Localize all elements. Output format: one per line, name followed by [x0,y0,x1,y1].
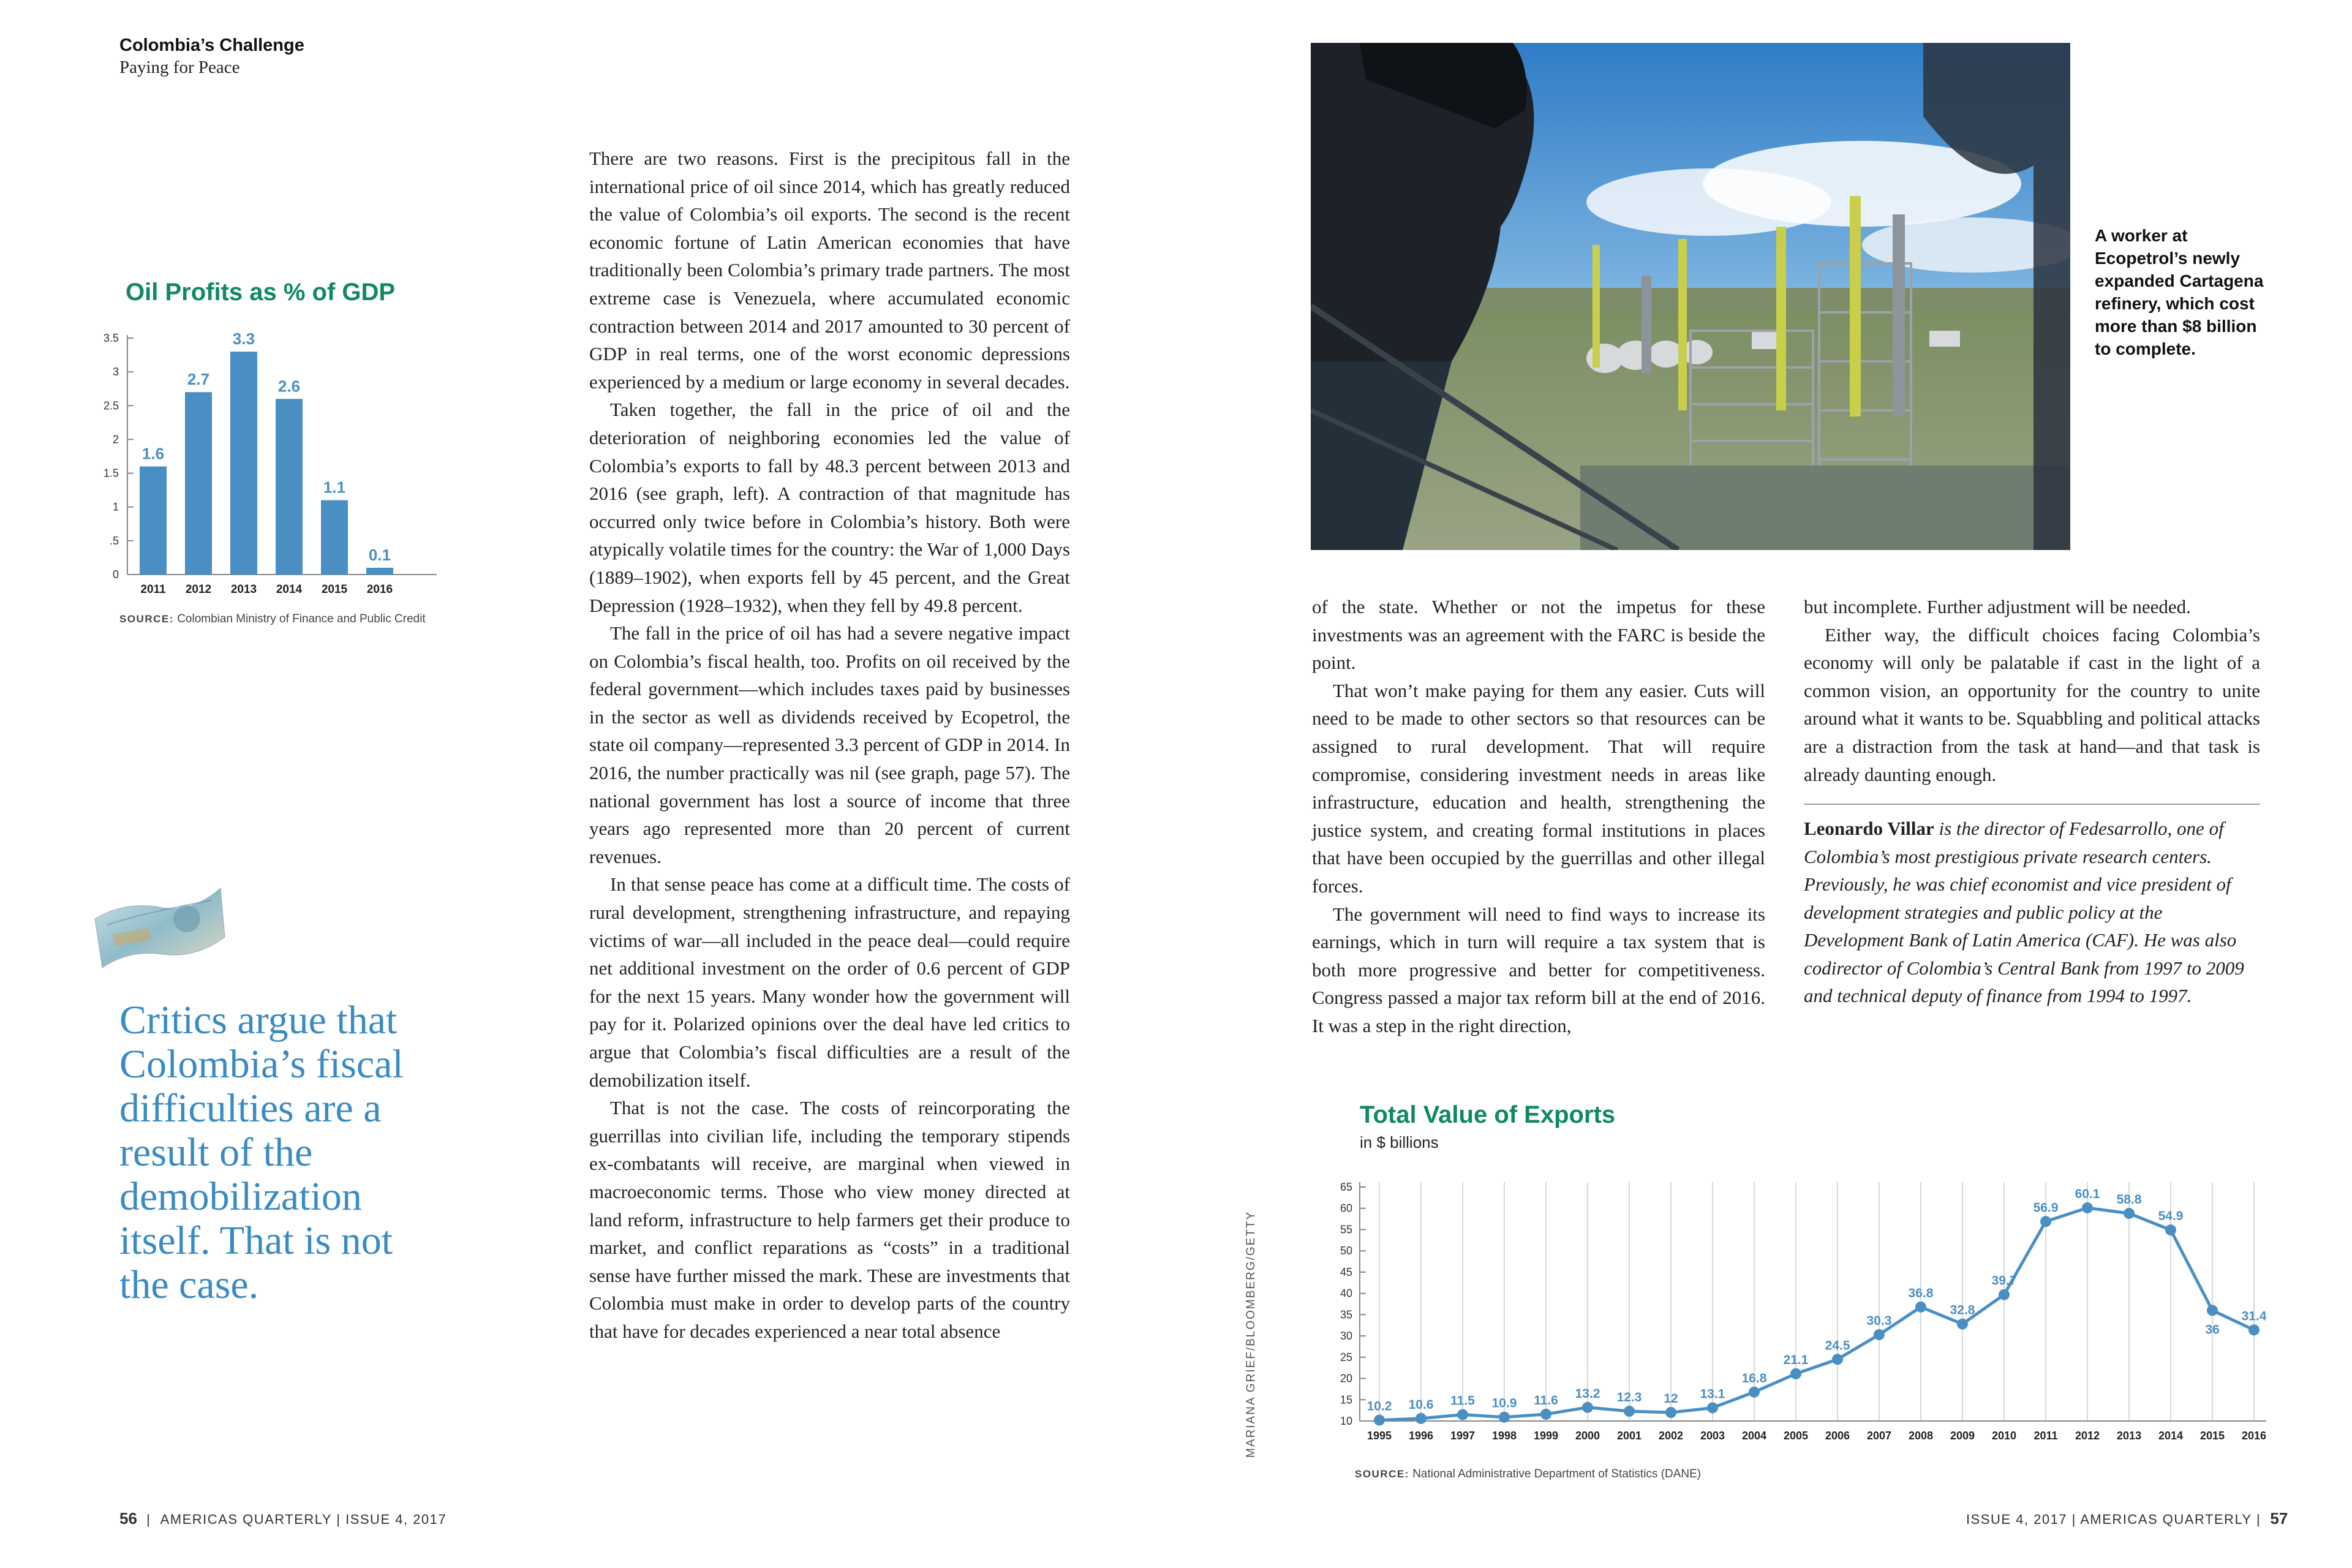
paragraph: Taken together, the fall in the price of oil and the deterioration of neighboring economies led the value of Colombia’s exports to fall by 48.3 percent between 2013 and 2016 (see graph, left). A contraction of that magnitude has occurred only twice before in Colombia’s history. Both were atypically volatile times for the country: the War of 1,000 Days (1889–1902), when exports fell by 45 percent, and the Great Depression (1928–1932), when they fell by 49.8 percent. [589,399,1070,616]
source-label: SOURCE: [1355,1468,1409,1480]
footer-right-text: ISSUE 4, 2017 | AMERICAS QUARTERLY | [1966,1512,2261,1527]
source-label: SOURCE: [119,613,174,625]
point-value-label: 11.5 [1450,1393,1475,1408]
x-tick-label: 2005 [1783,1430,1809,1442]
article-column-1 [589,145,1070,1346]
source-text: National Administrative Department of Statistics (DANE) [1412,1468,1702,1480]
footer-right [1966,1509,2288,1528]
bar-value-label: 0.1 [368,545,391,564]
point-value-label: 12.3 [1616,1390,1642,1405]
refinery-photo [1311,43,2070,550]
y-tick-label: 20 [1340,1372,1352,1385]
x-tick-label: 2009 [1950,1430,1975,1442]
data-point [1874,1329,1885,1340]
x-tick-label: 2004 [1741,1430,1767,1442]
chart-exports [1323,1164,2266,1458]
bar-value-label: 2.6 [277,377,301,396]
point-value-label: 39.7 [1991,1273,2017,1288]
footer-left: 56 | AMERICAS QUARTERLY | ISSUE 4, 2017 [119,1509,447,1528]
point-value-label: 13.1 [1700,1387,1725,1401]
data-point [1499,1412,1510,1423]
point-value-label: 11.6 [1534,1393,1558,1408]
bar [321,500,348,575]
x-tick-label: 2000 [1575,1430,1600,1442]
data-point [1707,1402,1718,1413]
chart-exports-title: Total Value of Exports [1360,1101,1616,1128]
bar-value-label: 3.3 [232,330,255,349]
y-tick-label: 15 [1340,1393,1352,1406]
bar [230,352,257,575]
x-tick-label: 1998 [1491,1430,1517,1442]
bar [366,568,393,575]
photo-credit: MARIANA GRIEF/BLOOMBERG/GETTY [1245,1210,1257,1458]
chart-oil-profits [92,325,447,612]
point-value-label: 13.2 [1575,1386,1600,1401]
point-value-label: 21.1 [1783,1352,1809,1367]
data-point [1832,1354,1843,1365]
y-tick-label: 3.5 [103,332,119,344]
y-tick-label: 35 [1340,1308,1352,1321]
paragraph: but incomplete. Further adjustment will be needed. [1804,596,2191,617]
x-tick-label: 2011 [2034,1430,2058,1442]
data-point [1999,1289,2010,1300]
data-point [1915,1302,1926,1313]
x-tick-label: 2011 [140,583,166,596]
point-value-label: 58.8 [2116,1193,2142,1207]
point-value-label: 10.9 [1491,1396,1517,1411]
x-tick-label: 2010 [1991,1430,2017,1442]
page-number-left: 56 [119,1509,137,1528]
banknote-illustration [89,876,230,980]
x-tick-label: 1999 [1533,1430,1559,1442]
bar-value-label: 1.6 [141,444,165,463]
x-tick-label: 2012 [2075,1430,2100,1442]
x-tick-label: 2003 [1700,1430,1725,1442]
paragraph: The fall in the price of oil has had a severe negative impact on Colombia’s fiscal health, too. Profits on oil received by the federal government—which includes taxes paid by businesses in the sector as well as dividends received by Ecopetrol, the state oil company—represented 3.3 percent of GDP in 2014. In 2016, the number practically was nil (see graph, page 57). The national government has lost a source of income that three years ago represented more than 20 percent of current revenues. [589,622,1070,867]
data-point [2082,1202,2093,1213]
bar [140,467,167,575]
data-point [1665,1407,1676,1418]
data-point [1957,1319,1968,1330]
y-tick-label: 1 [112,500,119,513]
x-tick-label: 1997 [1450,1430,1476,1442]
data-point [1540,1409,1551,1420]
x-tick-label: 2016 [366,583,393,596]
photo-caption: A worker at Ecopetrol’s newly expanded Cartagena refinery, which cost more than $8 billion to complete. [2095,226,2264,358]
data-point [1582,1402,1593,1413]
point-value-label: 10.2 [1366,1399,1392,1414]
chart-oil-profits-title: Oil Profits as % of GDP [126,279,396,306]
x-tick-label: 2008 [1908,1430,1934,1442]
x-tick-label: 2016 [2241,1430,2266,1442]
point-value-label: 60.1 [2075,1187,2100,1202]
chart-exports-source [1355,1468,1701,1481]
chart-exports-subtitle: in $ billions [1360,1133,1439,1152]
data-point [2207,1305,2218,1316]
x-tick-label: 2007 [1866,1430,1892,1442]
page-number-right: 57 [2270,1509,2288,1528]
paragraph: Either way, the difficult choices facing Colombia’s economy will only be palatable if cast in the light of a common vision, an opportunity for the country to unite around what it wants to be. Squabbling and political attacks are a distraction from the task at hand—and that task is already daunting enough. [1804,624,2260,785]
data-point [2165,1224,2176,1235]
x-tick-label: 2013 [230,583,257,596]
source-text: Colombian Ministry of Finance and Public Credit [177,612,426,625]
x-tick-label: 2002 [1658,1430,1684,1442]
point-value-label: 16.8 [1741,1371,1767,1385]
data-point [1790,1368,1801,1379]
y-tick-label: 1.5 [103,467,119,480]
paragraph: That won’t make paying for them any easier. Cuts will need to be made to other sectors so that resources can be assigned to rural development. That will require compromise, considering investment needs in areas like infrastructure, education and health, strengthening the justice system, and creating formal institutions in places that have been occupied by the guerrillas and other illegal forces. [1312,679,1765,897]
point-value-label: 12 [1664,1392,1678,1406]
x-tick-label: 2012 [185,583,212,596]
data-point [2040,1216,2051,1227]
author-name: Leonardo Villar [1804,818,1934,839]
data-point [1374,1415,1385,1426]
y-tick-label: 2 [112,433,119,446]
y-tick-label: 25 [1340,1351,1352,1363]
bio-divider [1804,804,2260,805]
x-tick-label: 2014 [276,583,303,596]
author-bio [1804,815,2260,1010]
article-column-3 [1804,593,2260,788]
x-tick-label: 2014 [2158,1430,2184,1442]
x-tick-label: 1996 [1408,1430,1434,1442]
point-value-label: 36.8 [1908,1286,1934,1300]
author-bio-text: is the director of Fedesarrollo, one of Colombia’s most prestigious private research centers. Previously, he was chief economist and vice president of development strategies and public policy at the Development Bank of Latin America (CAF). He was also codirector of Colombia’s Central Bank from 1997 to 2009 and technical deputy of finance from 1994 to 1997. [1804,818,2244,1006]
bar [185,392,212,575]
x-tick-label: 2006 [1825,1430,1850,1442]
x-tick-label: 2001 [1616,1430,1642,1442]
point-value-label: 56.9 [2033,1200,2059,1215]
article-column-2 [1312,593,1765,1040]
x-tick-label: 2015 [321,583,348,596]
bar [276,399,303,575]
pull-quote: Critics argue that Colombia’s fiscal difficulties are a result of the demobilization itself. That is not the case. [119,998,404,1307]
data-point [1457,1409,1468,1420]
data-point [2248,1324,2260,1335]
section-subtitle: Paying for Peace [119,58,240,77]
y-tick-label: 30 [1340,1330,1352,1343]
x-tick-label: 1995 [1366,1430,1392,1442]
y-tick-label: 10 [1340,1415,1352,1427]
y-tick-label: .5 [109,534,119,547]
point-value-label: 36 [2205,1322,2220,1337]
y-tick-label: 40 [1340,1287,1352,1300]
paragraph: There are two reasons. First is the precipitous fall in the international price of oil since 2014, which has greatly reduced the value of Colombia’s oil exports. The second is the recent economic fortune of Latin American economies that have traditionally been Colombia’s primary trade partners. The most extreme case is Venezuela, where accumulated economic contraction between 2014 and 2017 amounted to 30 percent of GDP in real terms, one of the worst economic depressions experienced by a medium or large economy in several decades. [589,148,1070,393]
data-point [1624,1406,1635,1417]
y-tick-label: 60 [1340,1202,1352,1215]
section-title: Colombia’s Challenge [119,36,304,55]
point-value-label: 31.4 [2241,1309,2266,1324]
y-tick-label: 65 [1340,1181,1352,1193]
paragraph: That is not the case. The costs of reincorporating the guerrillas into civilian life, including the temporary stipends ex-combatants will receive, are marginal when viewed in macroeconomic terms. Those who view money directed at land reform, infrastructure to help farmers get their produce to market, and conflict reparations as “costs” in a traditional sense have further missed the mark. These are investments that Colombia must make in order to develop parts of the country that have for decades experienced a near total absence [589,1097,1070,1342]
x-tick-label: 2015 [2199,1430,2225,1442]
y-tick-label: 3 [112,366,119,379]
x-tick-label: 2013 [2116,1430,2142,1442]
point-value-label: 30.3 [1866,1314,1892,1329]
point-value-label: 54.9 [2158,1209,2184,1224]
point-value-label: 32.8 [1950,1303,1975,1317]
y-tick-label: 45 [1340,1265,1352,1278]
point-value-label: 24.5 [1825,1338,1850,1353]
data-point [1749,1387,1760,1398]
data-point [2124,1208,2135,1219]
data-point [1415,1413,1427,1424]
paragraph: of the state. Whether or not the impetus for these investments was an agreement with the FARC is beside the point. [1312,596,1765,674]
bar-value-label: 1.1 [323,478,346,497]
series-line [1379,1208,2254,1420]
paragraph: The government will need to find ways to increase its earnings, which in turn will require a tax system that is both more progressive and better for competitiveness. Congress passed a major tax reform bill at the end of 2016. It was a step in the right direction, [1312,903,1765,1036]
y-tick-label: 0 [112,568,119,581]
point-value-label: 10.6 [1408,1397,1434,1412]
bar-value-label: 2.7 [187,370,210,389]
paragraph: In that sense peace has come at a difficult time. The costs of rural development, strengthening infrastructure, and repaying victims of war—all included in the peace deal—could require net additional investment on the order of 0.6 percent of GDP for the next 15 years. Many wonder how the government will pay for it. Polarized opinions over the deal have led critics to argue that Colombia’s fiscal difficulties are a result of the demobilization itself. [589,873,1070,1091]
footer-left-text: AMERICAS QUARTERLY | ISSUE 4, 2017 [160,1512,447,1527]
y-tick-label: 55 [1340,1223,1352,1236]
y-tick-label: 2.5 [103,399,119,412]
y-tick-label: 50 [1340,1245,1352,1257]
chart-oil-profits-source [119,612,426,626]
